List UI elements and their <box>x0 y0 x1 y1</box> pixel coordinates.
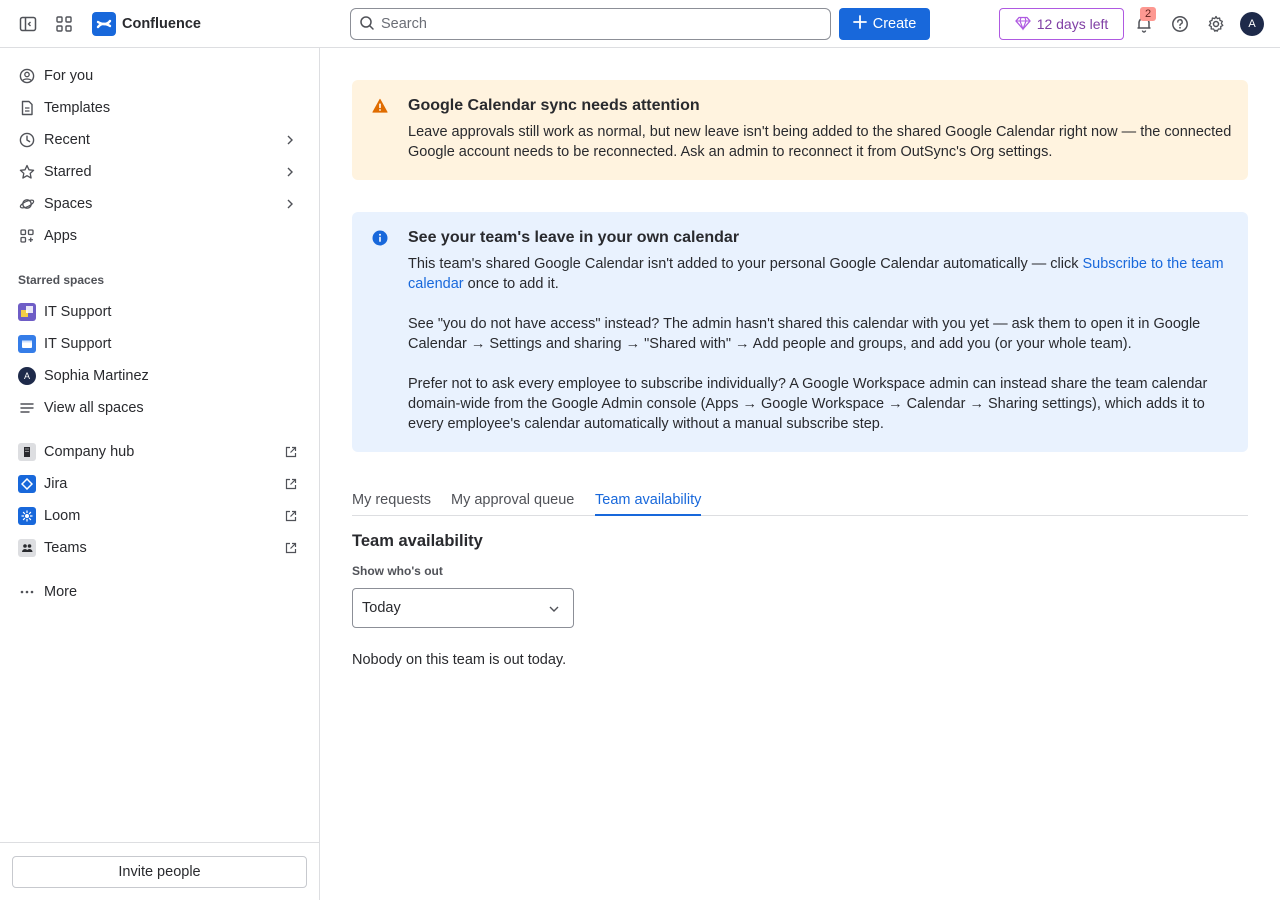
sidebar-item-for-you[interactable] <box>8 60 312 92</box>
create-button[interactable] <box>839 8 930 40</box>
show-whos-out-label: Show who's out <box>352 564 443 578</box>
template-icon <box>18 99 36 117</box>
external-link-icon[interactable] <box>284 445 298 459</box>
sidebar-item-templates[interactable] <box>8 92 312 124</box>
it-support-space-icon <box>18 335 36 353</box>
whos-out-select[interactable] <box>352 588 574 628</box>
jira-icon <box>18 475 36 493</box>
create-button-label: Create <box>872 16 917 32</box>
top-navigation-bar <box>0 0 1280 48</box>
teams-icon <box>18 539 36 557</box>
confluence-logo[interactable] <box>92 12 201 36</box>
sidebar-item-label: For you <box>44 68 94 84</box>
sidebar-toggle-icon[interactable] <box>16 12 40 36</box>
tab-my-requests[interactable]: My requests <box>352 492 431 508</box>
sidebar-item-starred[interactable] <box>8 156 312 188</box>
empty-state-message: Nobody on this team is out today. <box>352 652 567 668</box>
chevron-right-icon[interactable] <box>282 196 298 212</box>
sidebar <box>0 48 320 900</box>
sidebar-item-label: Teams <box>44 540 87 556</box>
building-icon <box>18 443 36 461</box>
sidebar-space-sophia-martinez[interactable] <box>8 360 312 392</box>
tab-team-availability[interactable]: Team availability <box>595 484 701 516</box>
team-availability-title: Team availability <box>352 532 483 550</box>
trial-days-label: 12 days left <box>1036 16 1109 32</box>
sidebar-app-jira[interactable] <box>8 468 312 500</box>
starred-spaces-heading: Starred spaces <box>18 273 105 287</box>
sidebar-item-label: Apps <box>44 228 78 244</box>
sidebar-item-label: Recent <box>44 132 90 148</box>
sidebar-item-label: Jira <box>44 476 68 492</box>
info-icon <box>372 230 388 246</box>
tab-my-approval-queue[interactable]: My approval queue <box>451 492 575 508</box>
app-switcher-icon[interactable] <box>52 12 76 36</box>
sidebar-item-label: IT Support <box>44 304 112 320</box>
info-banner-paragraph-2: See "you do not have access" instead? The admin hasn't shared this calendar with you yet — ask them to open it in Google Calendar → Settings and sharing → "Shared with" → Add people and groups, and add you (or your whole team). <box>408 316 1201 352</box>
notification-count-badge: 2 <box>1140 7 1156 21</box>
sidebar-item-recent[interactable] <box>8 124 312 156</box>
sidebar-item-label: Sophia Martinez <box>44 368 149 384</box>
invite-people-button[interactable]: Invite people <box>12 856 307 888</box>
sidebar-item-label: Templates <box>44 100 111 116</box>
info-banner-title: See your team's leave in your own calendar <box>408 229 740 246</box>
trial-days-button[interactable] <box>999 8 1124 40</box>
chevron-right-icon[interactable] <box>282 164 298 180</box>
search-box[interactable] <box>350 8 831 40</box>
loom-icon <box>18 507 36 525</box>
sidebar-item-label: Spaces <box>44 196 93 212</box>
confluence-logo-icon <box>92 12 116 36</box>
info-banner <box>352 212 1248 452</box>
sidebar-item-label: More <box>44 584 78 600</box>
sidebar-item-label: View all spaces <box>44 400 144 416</box>
chevron-down-icon <box>547 602 561 616</box>
sidebar-item-label: Starred <box>44 164 92 180</box>
external-link-icon[interactable] <box>284 541 298 555</box>
user-avatar[interactable] <box>1240 12 1264 36</box>
chevron-right-icon[interactable] <box>282 132 298 148</box>
leave-tabs <box>352 484 1248 516</box>
settings-gear-icon[interactable] <box>1204 12 1228 36</box>
sidebar-view-all-spaces[interactable] <box>8 392 312 424</box>
external-link-icon[interactable] <box>284 477 298 491</box>
person-circle-icon <box>18 67 36 85</box>
sidebar-space-it-support-2[interactable] <box>8 328 312 360</box>
sophia-avatar: A <box>18 367 36 385</box>
clock-icon <box>18 131 36 149</box>
search-icon <box>359 15 375 34</box>
sidebar-more[interactable] <box>8 576 312 608</box>
sidebar-app-teams[interactable] <box>8 532 312 564</box>
whos-out-selected-value: Today <box>362 600 401 616</box>
info-p1-after: once to add it. <box>463 276 559 292</box>
product-name: Confluence <box>122 16 201 32</box>
it-support-space-icon <box>18 303 36 321</box>
warning-banner-body: Leave approvals still work as normal, but new leave isn't being added to the shared Google Calendar right now — the connected Google account needs to be reconnected. Ask an admin to reconnect it from OutSync's Org settings. <box>408 124 1232 160</box>
subscribe-team-calendar-link[interactable]: Subscribe to the team calendar <box>408 256 1224 292</box>
sidebar-item-spaces[interactable] <box>8 188 312 220</box>
warning-icon <box>372 98 388 114</box>
sidebar-space-it-support-1[interactable] <box>8 296 312 328</box>
external-link-icon[interactable] <box>284 509 298 523</box>
user-avatar-initial: A <box>1240 12 1264 36</box>
sidebar-item-label: Company hub <box>44 444 135 460</box>
help-icon[interactable] <box>1168 12 1192 36</box>
star-icon <box>18 163 36 181</box>
planet-icon <box>18 195 36 213</box>
warning-banner-title: Google Calendar sync needs attention <box>408 97 700 114</box>
diamond-icon <box>1015 15 1031 34</box>
sidebar-divider <box>0 842 320 843</box>
search-input[interactable] <box>381 16 811 32</box>
sidebar-app-company-hub[interactable] <box>8 436 312 468</box>
info-banner-paragraph-1 <box>408 254 1232 294</box>
apps-icon <box>18 227 36 245</box>
more-dots-icon <box>18 583 36 601</box>
sidebar-app-loom[interactable] <box>8 500 312 532</box>
sidebar-item-label: Loom <box>44 508 81 524</box>
list-icon <box>18 399 36 417</box>
info-p1-before: This team's shared Google Calendar isn't added to your personal Google Calendar automatically — click <box>408 256 1083 272</box>
sidebar-item-apps[interactable] <box>8 220 312 252</box>
warning-banner <box>352 80 1248 180</box>
info-banner-paragraph-3: Prefer not to ask every employee to subscribe individually? A Google Workspace admin can instead share the team calendar domain-wide from the Google Admin console (Apps → Google Workspace → Calendar → Sharing settings), which adds it to every employee's calendar automatically without a manual subscribe step. <box>408 376 1208 432</box>
plus-icon <box>853 15 867 33</box>
sidebar-item-label: IT Support <box>44 336 112 352</box>
